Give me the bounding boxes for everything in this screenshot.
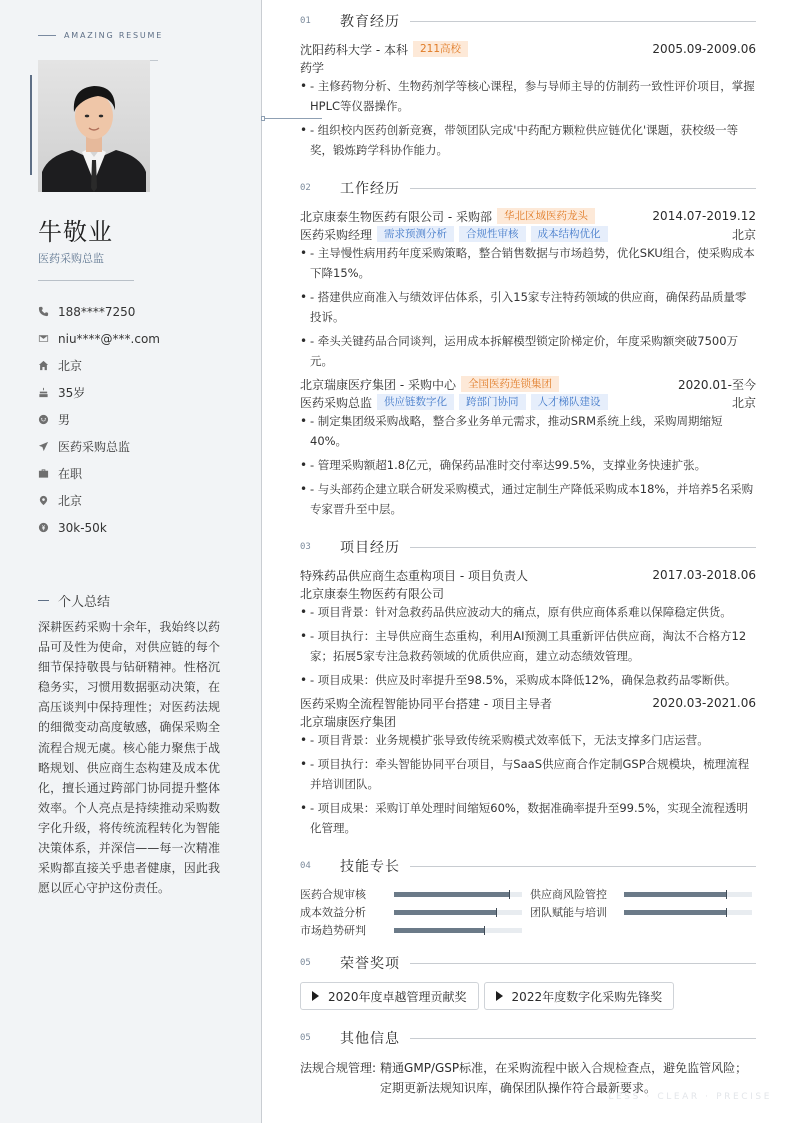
project-org: 北京康泰生物医药有限公司: [300, 587, 445, 601]
skill-bar-fill: [624, 892, 726, 897]
job-2-bullets: [300, 411, 756, 523]
location-pin-icon: [38, 495, 58, 506]
contact-city-text: 北京: [58, 359, 83, 373]
section-number: 04: [300, 861, 311, 871]
skill-bar-marker: [484, 926, 485, 935]
briefcase-icon: [38, 468, 58, 479]
award-chip: [300, 982, 479, 1010]
job-1-header: [300, 207, 756, 225]
skill-item: [530, 886, 756, 902]
company-tag: 华北区域医药龙头: [497, 208, 595, 224]
title-divider: [38, 280, 134, 281]
school-tag: 211高校: [413, 41, 468, 57]
job-1-bullets: [300, 243, 756, 375]
list-item: • - 制定集团级采购战略，整合多业务单元需求，推动SRM系统上线，采购周期缩短40%。: [300, 411, 756, 451]
other-info-value: 精通GMP/GSP标准，在采购流程中嵌入合规检查点，避免监管风险；定期更新法规知识库，确保团队操作符合最新要求。: [380, 1061, 748, 1095]
smile-icon: [38, 414, 58, 425]
contact-position-text: 医药采购总监: [58, 440, 131, 454]
project-2-bullets: [300, 730, 756, 842]
skill-bar: [394, 928, 522, 933]
project-2-header: [300, 694, 756, 712]
award-chip: [484, 982, 675, 1010]
skill-tag: 跨部门协同: [459, 394, 526, 410]
skill-bar-fill: [394, 892, 509, 897]
list-item: • - 组织校内医药创新竞赛，带领团队完成'中药配方颗粒供应链优化'课题，获校级一等奖，锻炼跨学科协作能力。: [300, 120, 756, 160]
play-triangle-icon: [312, 991, 319, 1001]
section-title: 项目经历: [340, 540, 400, 556]
profile-name: 牛敬业: [38, 218, 113, 246]
section-number: 02: [300, 183, 311, 193]
list-item: • - 项目成果：采购订单处理时间缩短60%，数据准确率提升至99.5%，实现全流程透明化管理。: [300, 798, 756, 838]
contact-list: [38, 298, 160, 541]
job-company: 北京瑞康医疗集团 - 采购中心: [300, 377, 456, 392]
job-city: 北京: [731, 395, 756, 410]
contact-age-text: 35岁: [58, 386, 86, 400]
contact-gender: [38, 406, 160, 433]
skill-item: [300, 904, 530, 920]
job-period: 2014.07-2019.12: [652, 209, 756, 223]
phone-icon: [38, 306, 58, 317]
skill-bar-fill: [624, 910, 726, 915]
section-title: 教育经历: [340, 14, 400, 30]
section-divider: [410, 21, 756, 22]
list-item: • - 主修药物分析、生物药剂学等核心课程，参与导师主导的仿制药一致性评价项目，掌握HPLC等仪器操作。: [300, 76, 756, 116]
contact-city: [38, 352, 160, 379]
education-row: [300, 40, 756, 58]
section-divider: [410, 866, 756, 867]
section-number: 03: [300, 542, 311, 552]
contact-phone-text: 188****7250: [58, 304, 136, 319]
send-icon: [38, 441, 58, 452]
project-1-header: [300, 566, 756, 584]
cake-icon: [38, 387, 58, 398]
skills-grid: [300, 886, 756, 938]
skill-tag: 供应链数字化: [377, 394, 454, 410]
section-number: 01: [300, 16, 311, 26]
project-name: 医药采购全流程智能协同平台搭建 - 项目主导者: [300, 696, 552, 711]
skill-bar: [624, 910, 752, 915]
company-tag: 全国医药连锁集团: [461, 376, 559, 392]
photo-corner-line: [150, 60, 158, 61]
list-item: • - 项目背景：针对急救药品供应波动大的痛点，原有供应商体系难以保障稳定供货。: [300, 602, 756, 622]
skill-bar-marker: [726, 908, 727, 917]
skill-bar: [394, 892, 522, 897]
contact-salary-text: 30k-50k: [58, 520, 107, 535]
project-1-bullets: [300, 602, 756, 694]
skill-bar-fill: [394, 928, 484, 933]
section-divider: [410, 1038, 756, 1039]
skill-label: 市场趋势研判: [300, 924, 366, 937]
job-1-role-row: [300, 225, 756, 243]
photo-accent-bar: [30, 75, 32, 175]
mail-icon: [38, 333, 58, 344]
job-company: 北京康泰生物医药有限公司 - 采购部: [300, 209, 492, 224]
list-item: • - 管理采购额超1.8亿元，确保药品准时交付率达99.5%，支撑业务快速扩张。: [300, 455, 756, 475]
school-name: 沈阳药科大学 - 本科: [300, 42, 408, 57]
list-item: • - 项目执行：牵头智能协同平台项目，与SaaS供应商合作定制GSP合规模块，梳理流程并培训团队。: [300, 754, 756, 794]
awards-list: [300, 982, 679, 1010]
section-title: 其他信息: [340, 1031, 400, 1047]
contact-status: [38, 460, 160, 487]
skill-bar: [624, 892, 752, 897]
section-education-header: [300, 11, 756, 31]
list-item: • - 项目背景：业务规模扩张导致传统采购模式效率低下，无法支撑多门店运营。: [300, 730, 756, 750]
gutter-marker: [261, 116, 265, 121]
education-bullets: [300, 76, 756, 164]
job-2-role-row: [300, 393, 756, 411]
skill-label: 供应商风险管控: [530, 888, 607, 901]
home-icon: [38, 360, 58, 371]
skill-tag: 人才梯队建设: [531, 394, 608, 410]
job-role: 医药采购经理: [300, 227, 373, 242]
skill-label: 成本效益分析: [300, 906, 366, 919]
brand-text: AMAZING RESUME: [64, 31, 164, 40]
section-divider: [410, 547, 756, 548]
skill-tag: 需求预测分析: [377, 226, 454, 242]
contact-position: [38, 433, 160, 460]
profile-title: 医药采购总监: [38, 252, 104, 265]
project-org: 北京瑞康医疗集团: [300, 715, 397, 729]
profile-photo: [38, 60, 150, 192]
award-label: 2022年度数字化采购先锋奖: [511, 989, 663, 1004]
skill-tag: 合规性审核: [459, 226, 526, 242]
contact-email: [38, 325, 160, 352]
contact-gender-text: 男: [58, 413, 71, 427]
list-item: • - 牵头关键药品合同谈判，运用成本拆解模型锁定阶梯定价，年度采购额突破7500万元。: [300, 331, 756, 371]
job-city: 北京: [731, 227, 756, 242]
list-item: • - 主导慢性病用药年度采购策略，整合销售数据与市场趋势，优化SKU组合，使采购成本下降15%。: [300, 243, 756, 283]
section-title: 技能专长: [340, 859, 400, 875]
education-major: 药学: [300, 61, 325, 75]
brand-divider: [38, 35, 56, 36]
education-period: 2005.09-2009.06: [652, 42, 756, 56]
job-2-header: [300, 375, 756, 393]
section-title: 荣誉奖项: [340, 956, 400, 972]
section-divider: [410, 963, 756, 964]
section-work-header: [300, 178, 756, 198]
section-awards-header: [300, 953, 756, 973]
project-period: 2017.03-2018.06: [652, 568, 756, 582]
skill-label: 医药合规审核: [300, 888, 366, 901]
brand: [38, 31, 163, 40]
summary-heading-text: 个人总结: [58, 595, 111, 610]
skill-bar-marker: [726, 890, 727, 899]
job-role: 医药采购总监: [300, 395, 373, 410]
skill-bar-marker: [509, 890, 510, 899]
contact-location: [38, 487, 160, 514]
section-divider: [410, 188, 756, 189]
contact-phone: [38, 298, 160, 325]
section-number: 05: [300, 958, 311, 968]
project-period: 2020.03-2021.06: [652, 696, 756, 710]
contact-status-text: 在职: [58, 467, 83, 481]
project-name: 特殊药品供应商生态重构项目 - 项目负责人: [300, 568, 528, 583]
footer-watermark: LESS · CLEAR · PRECISE: [608, 1092, 772, 1102]
section-number: 05: [300, 1033, 311, 1043]
skill-bar-marker: [496, 908, 497, 917]
skill-bar-fill: [394, 910, 496, 915]
avatar-portrait: [38, 60, 150, 192]
award-label: 2020年度卓越管理贡献奖: [328, 989, 467, 1004]
skill-item: [300, 922, 530, 938]
sidebar: [0, 0, 262, 1123]
section-title: 工作经历: [340, 181, 400, 197]
skill-item: [300, 886, 530, 902]
skill-item: [530, 904, 756, 920]
summary-heading: [38, 591, 110, 610]
summary-dash: [38, 600, 49, 601]
list-item: • - 项目成果：供应及时率提升至98.5%，采购成本降低12%，确保急救药品零断供。: [300, 670, 756, 690]
summary-text: 深耕医药采购十余年，我始终以药品可及性为使命，对供应链的每个细节保持敬畏与钻研精神。性格沉稳务实，习惯用数据驱动决策，在高压谈判中保持理性；对医药法规的细微变动高度敏感，确保采购全流程合规无虞。核心能力聚焦于战略规划、供应商生态构建及成本优化，擅长通过跨部门协同提升整体效率。个人亮点是持续推动采购数字化升级，将传统流程转化为智能决策体系，并深信——每一次精准采购都直接关乎患者健康，因此我愿以匠心守护这份责任。: [38, 620, 220, 896]
other-info-key: 法规合规管理:: [300, 1061, 377, 1075]
list-item: • - 项目执行：主导供应商生态重构，利用AI预测工具重新评估供应商，淘汰不合格方12家；拓展5家专注急救药领域的优质供应商，建立动态绩效管理。: [300, 626, 756, 666]
skill-tag: 成本结构优化: [531, 226, 608, 242]
section-projects-header: [300, 537, 756, 557]
money-icon: [38, 522, 58, 533]
contact-email-text: niu****@***.com: [58, 331, 160, 346]
list-item: • - 搭建供应商准入与绩效评估体系，引入15家专注特药领域的供应商，确保药品质量零投诉。: [300, 287, 756, 327]
section-skills-header: [300, 856, 756, 876]
skill-bar: [394, 910, 522, 915]
job-period: 2020.01-至今: [678, 377, 756, 392]
list-item: • - 与头部药企建立联合研发采购模式，通过定制生产降低采购成本18%，并培养5名采购专家晋升至中层。: [300, 479, 756, 519]
contact-age: [38, 379, 160, 406]
skill-label: 团队赋能与培训: [530, 906, 607, 919]
play-triangle-icon: [496, 991, 503, 1001]
contact-salary: [38, 514, 160, 541]
section-other-header: [300, 1028, 756, 1048]
contact-location-text: 北京: [58, 494, 83, 508]
